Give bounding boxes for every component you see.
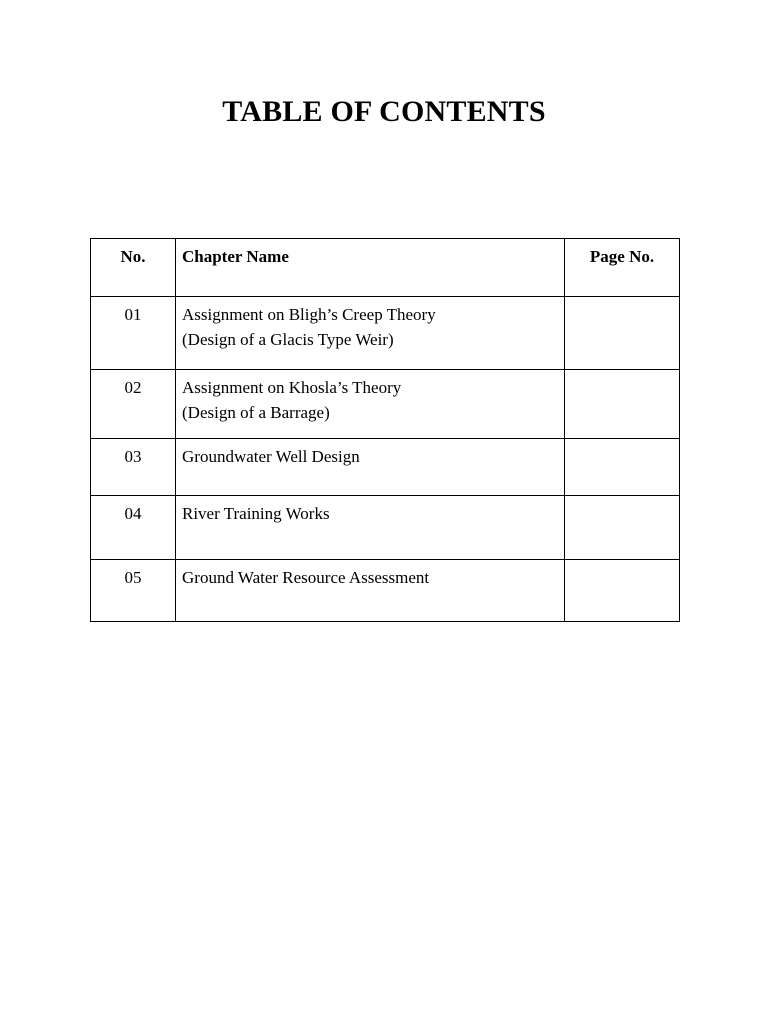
chapter-name-line: Groundwater Well Design [182, 447, 360, 466]
header-no: No. [91, 239, 176, 297]
page-number [565, 297, 680, 370]
chapter-name-line: Ground Water Resource Assessment [182, 568, 430, 587]
chapter-name-subline: (Design of a Barrage) [182, 402, 330, 422]
table-row [91, 560, 680, 622]
table-row [91, 439, 680, 496]
page-number [565, 560, 680, 622]
page-number [565, 439, 680, 496]
row-number: 02 [91, 370, 176, 439]
chapter-name-line: Assignment on Khosla’s Theory [182, 378, 402, 397]
chapter-name [176, 560, 565, 622]
table-row [91, 496, 680, 560]
table-header-row [91, 239, 680, 297]
table-row [91, 297, 680, 370]
chapter-name [176, 297, 565, 370]
chapter-name-subline: (Design of a Glacis Type Weir) [182, 329, 394, 349]
page-title: TABLE OF CONTENTS [222, 95, 546, 128]
chapter-name [176, 439, 565, 496]
chapter-name [176, 370, 565, 439]
row-number: 05 [91, 560, 176, 622]
chapter-name-line: Assignment on Bligh’s Creep Theory [182, 305, 436, 324]
header-page-no: Page No. [565, 239, 680, 297]
row-number: 01 [91, 297, 176, 370]
table-row [91, 370, 680, 439]
row-number: 03 [91, 439, 176, 496]
row-number: 04 [91, 496, 176, 560]
header-chapter-name: Chapter Name [176, 239, 565, 297]
chapter-name [176, 496, 565, 560]
page-number [565, 370, 680, 439]
page-number [565, 496, 680, 560]
chapter-name-line: River Training Works [182, 504, 330, 523]
contents-table [90, 238, 680, 622]
